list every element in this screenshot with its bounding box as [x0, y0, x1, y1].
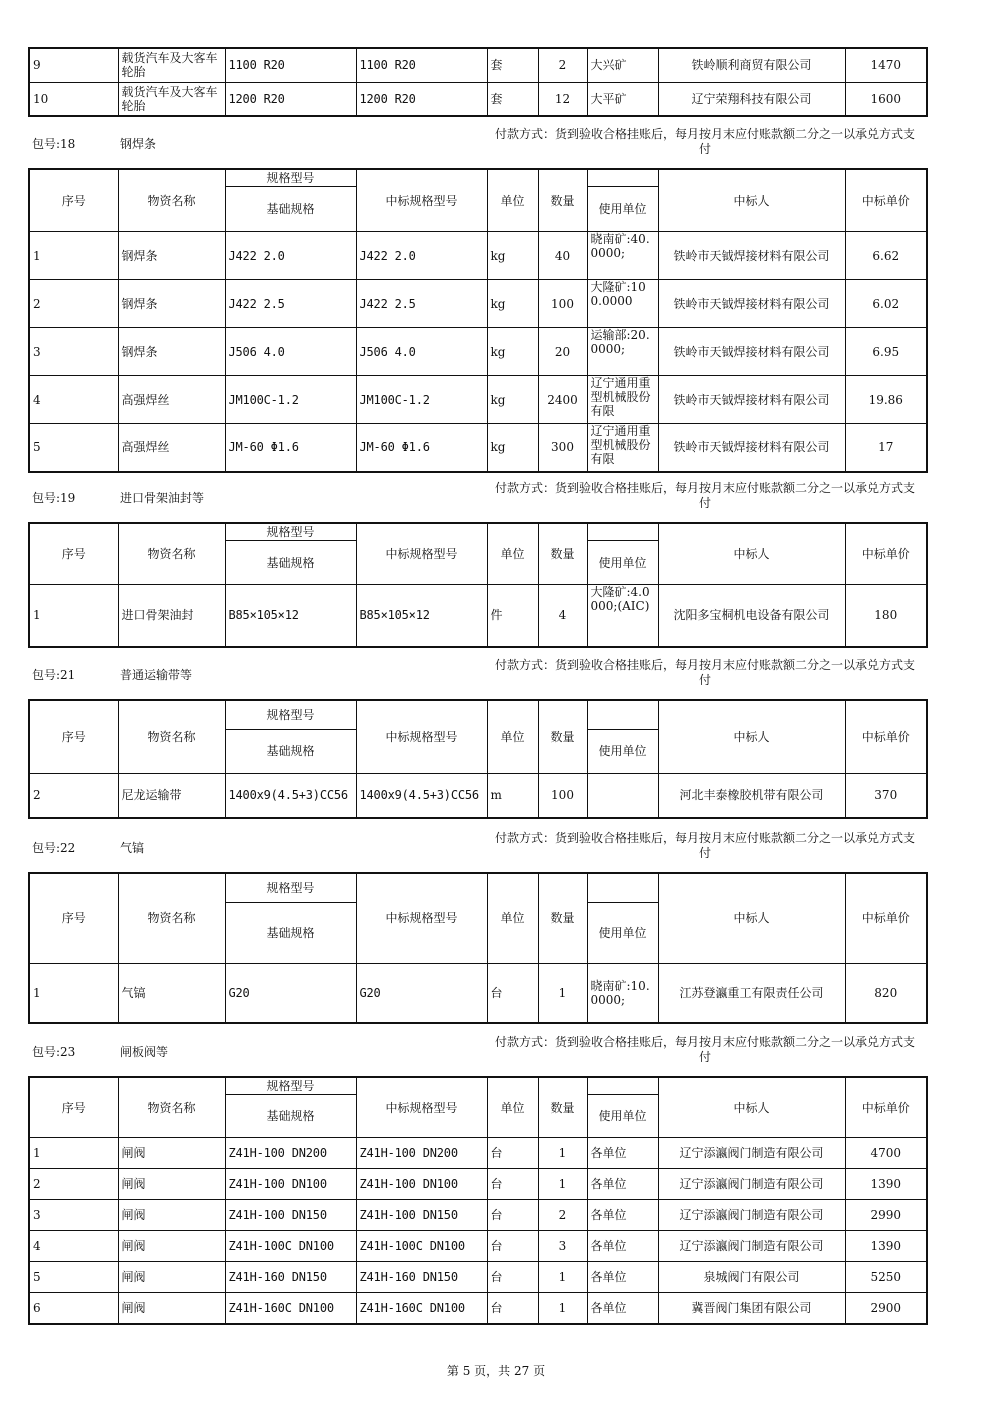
- cell-qty: 1: [538, 1138, 587, 1169]
- header-unit: 单位: [487, 700, 538, 773]
- cell-name: 钢焊条: [118, 232, 225, 280]
- cell-no: 3: [29, 328, 118, 376]
- cell-spec: Z41H-160C DN100: [225, 1293, 356, 1324]
- cell-spec: JM-60 Φ1.6: [225, 424, 356, 472]
- package-label: 包号:21: [32, 668, 76, 682]
- cell-bid-spec: Z41H-100 DN100: [356, 1169, 487, 1200]
- cell-unit: kg: [487, 232, 538, 280]
- header-name: 物资名称: [118, 700, 225, 773]
- cell-price: 6.95: [845, 328, 927, 376]
- package-label: 包号:22: [32, 841, 76, 855]
- cell-spec: B85×105×12: [225, 585, 356, 647]
- cell-price: 19.86: [845, 376, 927, 424]
- cell-unit: 台: [487, 1138, 538, 1169]
- table-row: [29, 280, 927, 328]
- package-21-table: [28, 699, 928, 819]
- header-spec-group: 规格型号: [225, 1077, 356, 1095]
- cell-spec: J506 4.0: [225, 328, 356, 376]
- header-qty: 数量: [538, 523, 587, 585]
- header-price: 中标单价: [845, 700, 927, 773]
- page-footer: 第 5 页，共 27 页: [446, 1364, 546, 1378]
- cell-unit: 台: [487, 1293, 538, 1324]
- cell-winner: 辽宁添瀛阀门制造有限公司: [658, 1231, 845, 1262]
- cell-bid-spec: Z41H-100 DN150: [356, 1200, 487, 1231]
- cell-unit: 台: [487, 1231, 538, 1262]
- cell-winner: 铁岭市天钺焊接材料有限公司: [658, 280, 845, 328]
- cell-winner: 辽宁荣翔科技有限公司: [658, 82, 845, 116]
- cell-user: 各单位: [587, 1231, 658, 1262]
- cell-spec: 1100 R20: [225, 48, 356, 82]
- header-winner: 中标人: [658, 523, 845, 585]
- header-user: 使用单位: [587, 541, 658, 585]
- cell-user: 各单位: [587, 1293, 658, 1324]
- table-row: [29, 424, 927, 472]
- header-price: 中标单价: [845, 523, 927, 585]
- continuation-table: [28, 47, 928, 117]
- header-price: 中标单价: [845, 1077, 927, 1138]
- cell-qty: 100: [538, 280, 587, 328]
- cell-winner: 铁岭市天钺焊接材料有限公司: [658, 232, 845, 280]
- cell-spec: Z41H-160 DN150: [225, 1262, 356, 1293]
- cell-name: 闸阀: [118, 1293, 225, 1324]
- table-row: [29, 232, 927, 280]
- table-row: [29, 1231, 927, 1262]
- header-qty: 数量: [538, 1077, 587, 1138]
- cell-qty: 1: [538, 963, 587, 1023]
- table-row: [29, 773, 927, 818]
- cell-unit: kg: [487, 424, 538, 472]
- cell-unit: kg: [487, 280, 538, 328]
- cell-qty: 40: [538, 232, 587, 280]
- cell-spec: 1200 R20: [225, 82, 356, 116]
- cell-no: 1: [29, 963, 118, 1023]
- cell-winner: 辽宁添瀛阀门制造有限公司: [658, 1138, 845, 1169]
- cell-user: 大隆矿:4.0000;(AIC): [587, 585, 658, 647]
- cell-unit: 套: [487, 82, 538, 116]
- cell-winner: 冀晋阀门集团有限公司: [658, 1293, 845, 1324]
- header-spec-group: 规格型号: [225, 700, 356, 729]
- header-bid-spec: 中标规格型号: [356, 523, 487, 585]
- header-winner: 中标人: [658, 873, 845, 963]
- header-unit: 单位: [487, 1077, 538, 1138]
- cell-user: [587, 773, 658, 818]
- cell-name: 闸阀: [118, 1138, 225, 1169]
- header-qty: 数量: [538, 700, 587, 773]
- header-spec: 基础规格: [225, 902, 356, 963]
- cell-name: 载货汽车及大客车轮胎: [118, 48, 225, 82]
- cell-spec: Z41H-100 DN200: [225, 1138, 356, 1169]
- cell-spec: J422 2.0: [225, 232, 356, 280]
- cell-name: 闸阀: [118, 1200, 225, 1231]
- header-spec: 基础规格: [225, 187, 356, 232]
- cell-spec: G20: [225, 963, 356, 1023]
- package-23-table: [28, 1076, 928, 1325]
- cell-qty: 3: [538, 1231, 587, 1262]
- header-bid-spec: 中标规格型号: [356, 700, 487, 773]
- cell-price: 6.62: [845, 232, 927, 280]
- cell-unit: 台: [487, 1200, 538, 1231]
- header-user-blank: [587, 700, 658, 729]
- cell-bid-spec: 1100 R20: [356, 48, 487, 82]
- cell-winner: 铁岭市天钺焊接材料有限公司: [658, 376, 845, 424]
- cell-bid-spec: JM100C-1.2: [356, 376, 487, 424]
- cell-price: 2900: [845, 1293, 927, 1324]
- package-18-table: [28, 168, 928, 473]
- table-row: [29, 585, 927, 647]
- package-label: 包号:19: [32, 491, 76, 505]
- cell-winner: 铁岭市天钺焊接材料有限公司: [658, 328, 845, 376]
- table-row: [29, 82, 927, 116]
- cell-qty: 20: [538, 328, 587, 376]
- payment-terms: 付款方式：货到验收合格挂账后，每月按月末应付账款额二分之一以承兑方式支付: [494, 481, 915, 510]
- table-row: [29, 1262, 927, 1293]
- cell-winner: 辽宁添瀛阀门制造有限公司: [658, 1200, 845, 1231]
- cell-name: 气镐: [118, 963, 225, 1023]
- cell-bid-spec: B85×105×12: [356, 585, 487, 647]
- cell-user: 各单位: [587, 1262, 658, 1293]
- package-label: 包号:18: [32, 137, 76, 151]
- cell-bid-spec: G20: [356, 963, 487, 1023]
- header-row: [29, 873, 927, 902]
- cell-qty: 12: [538, 82, 587, 116]
- header-price: 中标单价: [845, 873, 927, 963]
- table-row: [29, 1293, 927, 1324]
- cell-bid-spec: Z41H-100 DN200: [356, 1138, 487, 1169]
- package-title: 气镐: [120, 841, 145, 855]
- header-name: 物资名称: [118, 873, 225, 963]
- cell-user: 各单位: [587, 1169, 658, 1200]
- cell-price: 2990: [845, 1200, 927, 1231]
- cell-spec: 1400x9(4.5+3)CC56: [225, 773, 356, 818]
- cell-price: 5250: [845, 1262, 927, 1293]
- cell-winner: 辽宁添瀛阀门制造有限公司: [658, 1169, 845, 1200]
- cell-winner: 河北丰泰橡胶机带有限公司: [658, 773, 845, 818]
- cell-name: 闸阀: [118, 1169, 225, 1200]
- cell-user: 晓南矿:10.0000;: [587, 963, 658, 1023]
- cell-qty: 1: [538, 1293, 587, 1324]
- cell-unit: kg: [487, 376, 538, 424]
- cell-bid-spec: Z41H-160C DN100: [356, 1293, 487, 1324]
- cell-no: 4: [29, 1231, 118, 1262]
- header-spec-group: 规格型号: [225, 169, 356, 187]
- cell-winner: 泉城阀门有限公司: [658, 1262, 845, 1293]
- header-user-blank: [587, 873, 658, 902]
- cell-user: 大隆矿:100.0000: [587, 280, 658, 328]
- cell-no: 2: [29, 1169, 118, 1200]
- header-name: 物资名称: [118, 523, 225, 585]
- header-unit: 单位: [487, 523, 538, 585]
- header-bid-spec: 中标规格型号: [356, 873, 487, 963]
- payment-terms: 付款方式：货到验收合格挂账后，每月按月末应付账款额二分之一以承兑方式支付: [494, 658, 915, 687]
- cell-qty: 2400: [538, 376, 587, 424]
- header-name: 物资名称: [118, 169, 225, 232]
- cell-spec: J422 2.5: [225, 280, 356, 328]
- cell-price: 1470: [845, 48, 927, 82]
- cell-bid-spec: J422 2.0: [356, 232, 487, 280]
- package-title: 普通运输带等: [120, 668, 193, 682]
- cell-qty: 2: [538, 1200, 587, 1231]
- cell-bid-spec: Z41H-100C DN100: [356, 1231, 487, 1262]
- cell-unit: 套: [487, 48, 538, 82]
- header-user-blank: [587, 523, 658, 541]
- cell-winner: 江苏登瀛重工有限责任公司: [658, 963, 845, 1023]
- cell-bid-spec: 1400x9(4.5+3)CC56: [356, 773, 487, 818]
- cell-qty: 1: [538, 1262, 587, 1293]
- cell-no: 5: [29, 424, 118, 472]
- cell-winner: 沈阳多宝桐机电设备有限公司: [658, 585, 845, 647]
- cell-name: 载货汽车及大客车轮胎: [118, 82, 225, 116]
- cell-unit: 台: [487, 1262, 538, 1293]
- header-qty: 数量: [538, 169, 587, 232]
- cell-name: 高强焊丝: [118, 424, 225, 472]
- cell-price: 6.02: [845, 280, 927, 328]
- cell-name: 闸阀: [118, 1262, 225, 1293]
- header-user: 使用单位: [587, 729, 658, 773]
- package-title: 闸板阀等: [120, 1045, 169, 1059]
- cell-bid-spec: J506 4.0: [356, 328, 487, 376]
- package-label: 包号:23: [32, 1045, 76, 1059]
- cell-user: 大平矿: [587, 82, 658, 116]
- cell-price: 820: [845, 963, 927, 1023]
- payment-terms: 付款方式：货到验收合格挂账后，每月按月末应付账款额二分之一以承兑方式支付: [494, 831, 915, 860]
- header-user-blank: [587, 169, 658, 187]
- cell-price: 4700: [845, 1138, 927, 1169]
- header-spec-group: 规格型号: [225, 873, 356, 902]
- cell-no: 1: [29, 232, 118, 280]
- table-row: [29, 1138, 927, 1169]
- header-no: 序号: [29, 700, 118, 773]
- header-name: 物资名称: [118, 1077, 225, 1138]
- cell-no: 2: [29, 773, 118, 818]
- header-user: 使用单位: [587, 902, 658, 963]
- header-qty: 数量: [538, 873, 587, 963]
- header-spec: 基础规格: [225, 1095, 356, 1138]
- cell-no: 10: [29, 82, 118, 116]
- cell-no: 9: [29, 48, 118, 82]
- cell-unit: 台: [487, 963, 538, 1023]
- cell-no: 1: [29, 1138, 118, 1169]
- package-19-table: [28, 522, 928, 648]
- header-winner: 中标人: [658, 169, 845, 232]
- cell-user: 各单位: [587, 1138, 658, 1169]
- package-title: 进口骨架油封等: [120, 491, 205, 505]
- cell-price: 1390: [845, 1169, 927, 1200]
- header-user-blank: [587, 1077, 658, 1095]
- cell-spec: Z41H-100 DN100: [225, 1169, 356, 1200]
- package-22-table: [28, 872, 928, 1024]
- header-user: 使用单位: [587, 187, 658, 232]
- header-no: 序号: [29, 1077, 118, 1138]
- cell-price: 1600: [845, 82, 927, 116]
- header-spec: 基础规格: [225, 541, 356, 585]
- cell-no: 4: [29, 376, 118, 424]
- header-no: 序号: [29, 169, 118, 232]
- cell-qty: 1: [538, 1169, 587, 1200]
- table-row: [29, 376, 927, 424]
- cell-unit: 件: [487, 585, 538, 647]
- cell-winner: 铁岭顺利商贸有限公司: [658, 48, 845, 82]
- payment-terms: 付款方式：货到验收合格挂账后，每月按月末应付账款额二分之一以承兑方式支付: [494, 127, 915, 156]
- header-row: [29, 1077, 927, 1095]
- cell-price: 17: [845, 424, 927, 472]
- cell-unit: kg: [487, 328, 538, 376]
- header-spec: 基础规格: [225, 729, 356, 773]
- header-row: [29, 700, 927, 729]
- cell-no: 6: [29, 1293, 118, 1324]
- header-winner: 中标人: [658, 1077, 845, 1138]
- cell-qty: 100: [538, 773, 587, 818]
- header-bid-spec: 中标规格型号: [356, 1077, 487, 1138]
- cell-spec: JM100C-1.2: [225, 376, 356, 424]
- cell-winner: 铁岭市天钺焊接材料有限公司: [658, 424, 845, 472]
- table-row: [29, 1169, 927, 1200]
- header-spec-group: 规格型号: [225, 523, 356, 541]
- header-winner: 中标人: [658, 700, 845, 773]
- header-user: 使用单位: [587, 1095, 658, 1138]
- cell-qty: 2: [538, 48, 587, 82]
- cell-bid-spec: Z41H-160 DN150: [356, 1262, 487, 1293]
- cell-name: 钢焊条: [118, 280, 225, 328]
- header-unit: 单位: [487, 169, 538, 232]
- cell-price: 370: [845, 773, 927, 818]
- table-row: [29, 328, 927, 376]
- cell-user: 辽宁通用重型机械股份有限: [587, 376, 658, 424]
- cell-user: 辽宁通用重型机械股份有限: [587, 424, 658, 472]
- cell-bid-spec: 1200 R20: [356, 82, 487, 116]
- cell-unit: m: [487, 773, 538, 818]
- cell-name: 尼龙运输带: [118, 773, 225, 818]
- cell-name: 闸阀: [118, 1231, 225, 1262]
- cell-user: 晓南矿:40.0000;: [587, 232, 658, 280]
- table-row: [29, 48, 927, 82]
- header-bid-spec: 中标规格型号: [356, 169, 487, 232]
- header-row: [29, 169, 927, 187]
- cell-qty: 300: [538, 424, 587, 472]
- table-row: [29, 1200, 927, 1231]
- cell-user: 大兴矿: [587, 48, 658, 82]
- cell-spec: Z41H-100 DN150: [225, 1200, 356, 1231]
- cell-bid-spec: J422 2.5: [356, 280, 487, 328]
- cell-no: 5: [29, 1262, 118, 1293]
- cell-price: 180: [845, 585, 927, 647]
- cell-no: 3: [29, 1200, 118, 1231]
- payment-terms: 付款方式：货到验收合格挂账后，每月按月末应付账款额二分之一以承兑方式支付: [494, 1035, 915, 1064]
- cell-name: 进口骨架油封: [118, 585, 225, 647]
- cell-no: 1: [29, 585, 118, 647]
- cell-price: 1390: [845, 1231, 927, 1262]
- header-no: 序号: [29, 873, 118, 963]
- header-no: 序号: [29, 523, 118, 585]
- header-row: [29, 523, 927, 541]
- cell-qty: 4: [538, 585, 587, 647]
- cell-user: 运输部:20.0000;: [587, 328, 658, 376]
- cell-name: 高强焊丝: [118, 376, 225, 424]
- cell-spec: Z41H-100C DN100: [225, 1231, 356, 1262]
- cell-user: 各单位: [587, 1200, 658, 1231]
- header-price: 中标单价: [845, 169, 927, 232]
- cell-no: 2: [29, 280, 118, 328]
- cell-name: 钢焊条: [118, 328, 225, 376]
- cell-unit: 台: [487, 1169, 538, 1200]
- header-unit: 单位: [487, 873, 538, 963]
- table-row: [29, 963, 927, 1023]
- cell-bid-spec: JM-60 Φ1.6: [356, 424, 487, 472]
- package-title: 钢焊条: [120, 137, 157, 151]
